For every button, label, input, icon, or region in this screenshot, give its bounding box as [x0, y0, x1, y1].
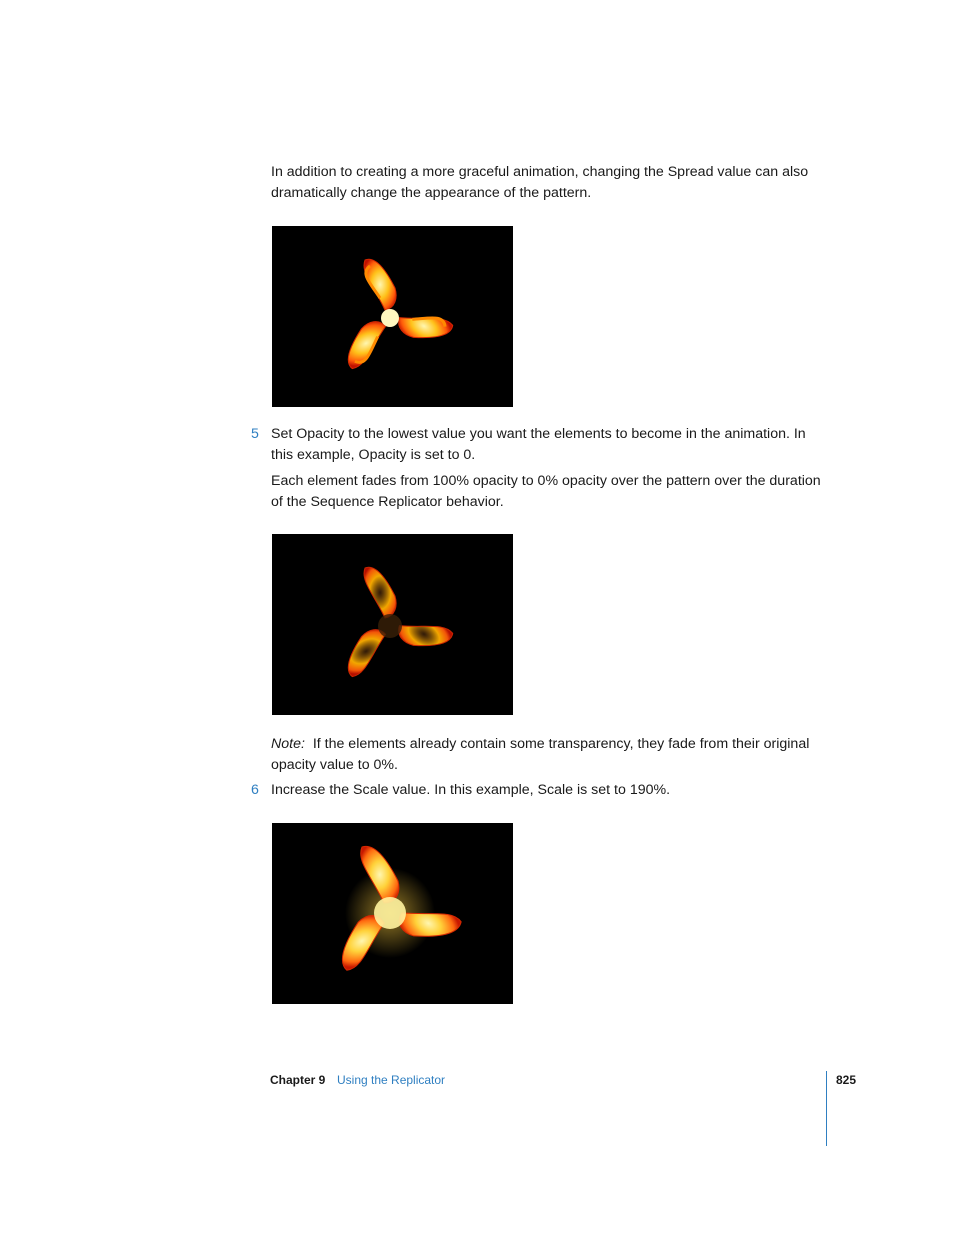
note-label: Note: — [271, 736, 305, 752]
step-5-followup: Each element fades from 100% opacity to 0% opacity over the pattern over the duration of the Sequence Replicator behavior. — [271, 473, 821, 510]
footer-divider — [826, 1071, 827, 1146]
note-paragraph — [271, 734, 831, 775]
step-number-6: 6 — [251, 782, 259, 798]
replicator-pattern-image — [272, 226, 513, 407]
footer-chapter-title: Using the Replicator — [337, 1073, 446, 1087]
figure-scale-pattern — [272, 823, 513, 1004]
replicator-pattern-scaled-image — [272, 823, 513, 1004]
intro-paragraph: In addition to creating a more graceful animation, changing the Spread value can also dramatically change the appearance of the pattern. — [271, 164, 809, 201]
step-6-text: Increase the Scale value. In this example, Scale is set to 190%. — [271, 782, 671, 798]
step-number-5: 5 — [251, 426, 259, 442]
replicator-pattern-faded-image — [272, 534, 513, 715]
figure-opacity-pattern — [272, 534, 513, 715]
footer-chapter: Chapter 9 — [270, 1073, 326, 1087]
note-text: If the elements already contain some transparency, they fade from their original opacity value to 0%. — [271, 736, 810, 773]
step-5-text: Set Opacity to the lowest value you want the elements to become in the animation. In this example, Opacity is set to 0. — [271, 426, 806, 463]
figure-spread-pattern — [272, 226, 513, 407]
page-number: 825 — [836, 1073, 857, 1087]
